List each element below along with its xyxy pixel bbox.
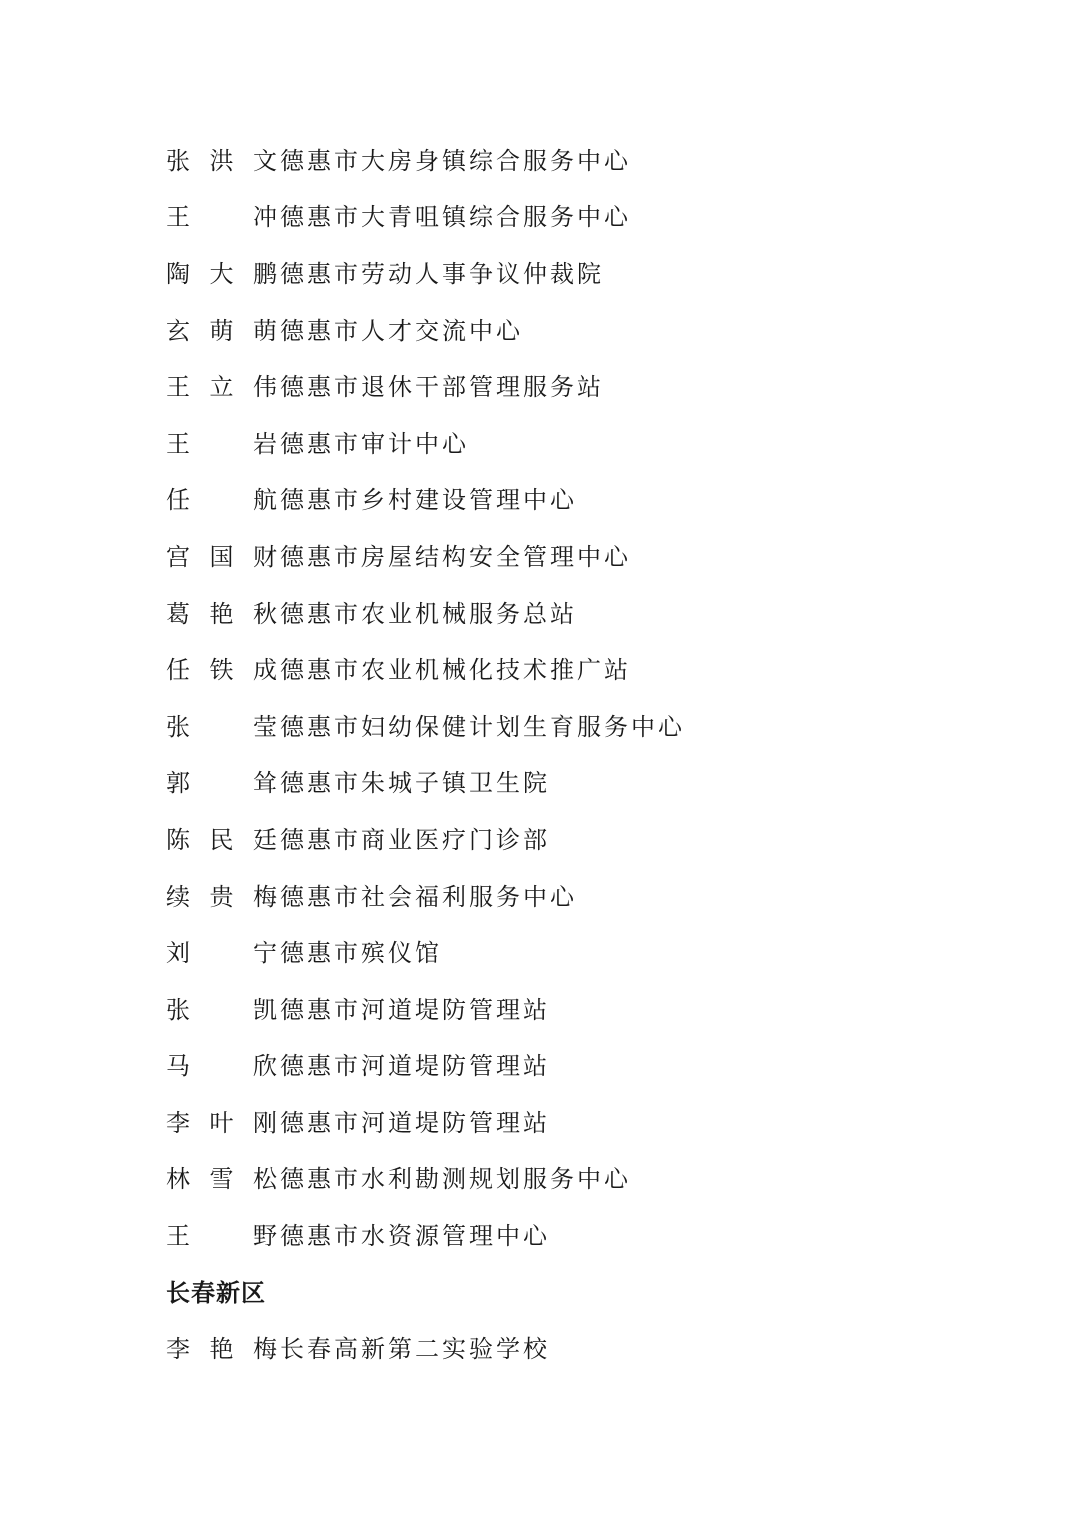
person-name: 任 航: [166, 486, 280, 515]
work-unit: 德惠市房屋结构安全管理中心: [280, 542, 631, 571]
person-name: 王 立 伟: [166, 373, 280, 402]
list-item: [166, 300, 926, 357]
list-item: [166, 130, 926, 187]
person-name: 郭 耸: [166, 769, 280, 798]
list-item: [166, 583, 926, 640]
list-item: [166, 979, 926, 1036]
work-unit: 德惠市商业医疗门诊部: [280, 825, 550, 854]
list-item: [166, 413, 926, 470]
work-unit: 德惠市人才交流中心: [280, 316, 523, 345]
person-name: 陶 大 鹏: [166, 259, 280, 288]
person-name: 玄 萌 萌: [166, 316, 280, 345]
list-item: [166, 1318, 926, 1375]
work-unit: 德惠市大房身镇综合服务中心: [280, 146, 631, 175]
work-unit: 德惠市农业机械化技术推广站: [280, 656, 631, 685]
list-item: [166, 1092, 926, 1149]
person-name: 王 岩: [166, 429, 280, 458]
work-unit: 德惠市妇幼保健计划生育服务中心: [280, 712, 685, 741]
work-unit: 德惠市河道堤防管理站: [280, 995, 550, 1024]
person-name: 陈 民 廷: [166, 825, 280, 854]
list-item: [166, 639, 926, 696]
list-item: [166, 187, 926, 244]
person-name: 张 洪 文: [166, 146, 280, 175]
list-item: [166, 753, 926, 810]
section-heading: 长春新区: [166, 1278, 266, 1307]
list-item: [166, 696, 926, 753]
list-item: [166, 922, 926, 979]
work-unit: 德惠市水利勘测规划服务中心: [280, 1165, 631, 1194]
work-unit: 德惠市农业机械服务总站: [280, 599, 577, 628]
work-unit: 德惠市退休干部管理服务站: [280, 373, 604, 402]
person-name: 任 铁 成: [166, 656, 280, 685]
work-unit: 德惠市河道堤防管理站: [280, 1108, 550, 1137]
person-name: 葛 艳 秋: [166, 599, 280, 628]
person-name: 续 贵 梅: [166, 882, 280, 911]
person-name: 林 雪 松: [166, 1165, 280, 1194]
list-item: [166, 809, 926, 866]
list-item: [166, 1205, 926, 1262]
person-name: 王 野: [166, 1222, 280, 1251]
person-name: 刘 宁: [166, 939, 280, 968]
work-unit: 德惠市河道堤防管理站: [280, 1052, 550, 1081]
list-item: [166, 1036, 926, 1093]
list-item: [166, 866, 926, 923]
list-item: [166, 526, 926, 583]
work-unit: 德惠市大青咀镇综合服务中心: [280, 203, 631, 232]
person-name: 李 艳 梅: [166, 1335, 280, 1364]
work-unit: 德惠市乡村建设管理中心: [280, 486, 577, 515]
work-unit: 德惠市水资源管理中心: [280, 1222, 550, 1251]
person-name: 张 凯: [166, 995, 280, 1024]
name-list: [166, 130, 926, 1375]
person-name: 宫 国 财: [166, 542, 280, 571]
person-name: 王 冲: [166, 203, 280, 232]
work-unit: 德惠市殡仪馆: [280, 939, 442, 968]
list-item: [166, 1149, 926, 1206]
list-item: [166, 243, 926, 300]
work-unit: 长春高新第二实验学校: [280, 1335, 550, 1364]
work-unit: 德惠市社会福利服务中心: [280, 882, 577, 911]
work-unit: 德惠市劳动人事争议仲裁院: [280, 259, 604, 288]
work-unit: 德惠市朱城子镇卫生院: [280, 769, 550, 798]
work-unit: 德惠市审计中心: [280, 429, 469, 458]
list-item: [166, 356, 926, 413]
person-name: 马 欣: [166, 1052, 280, 1081]
list-item: [166, 470, 926, 527]
person-name: 张 莹: [166, 712, 280, 741]
person-name: 李 叶 刚: [166, 1108, 280, 1137]
